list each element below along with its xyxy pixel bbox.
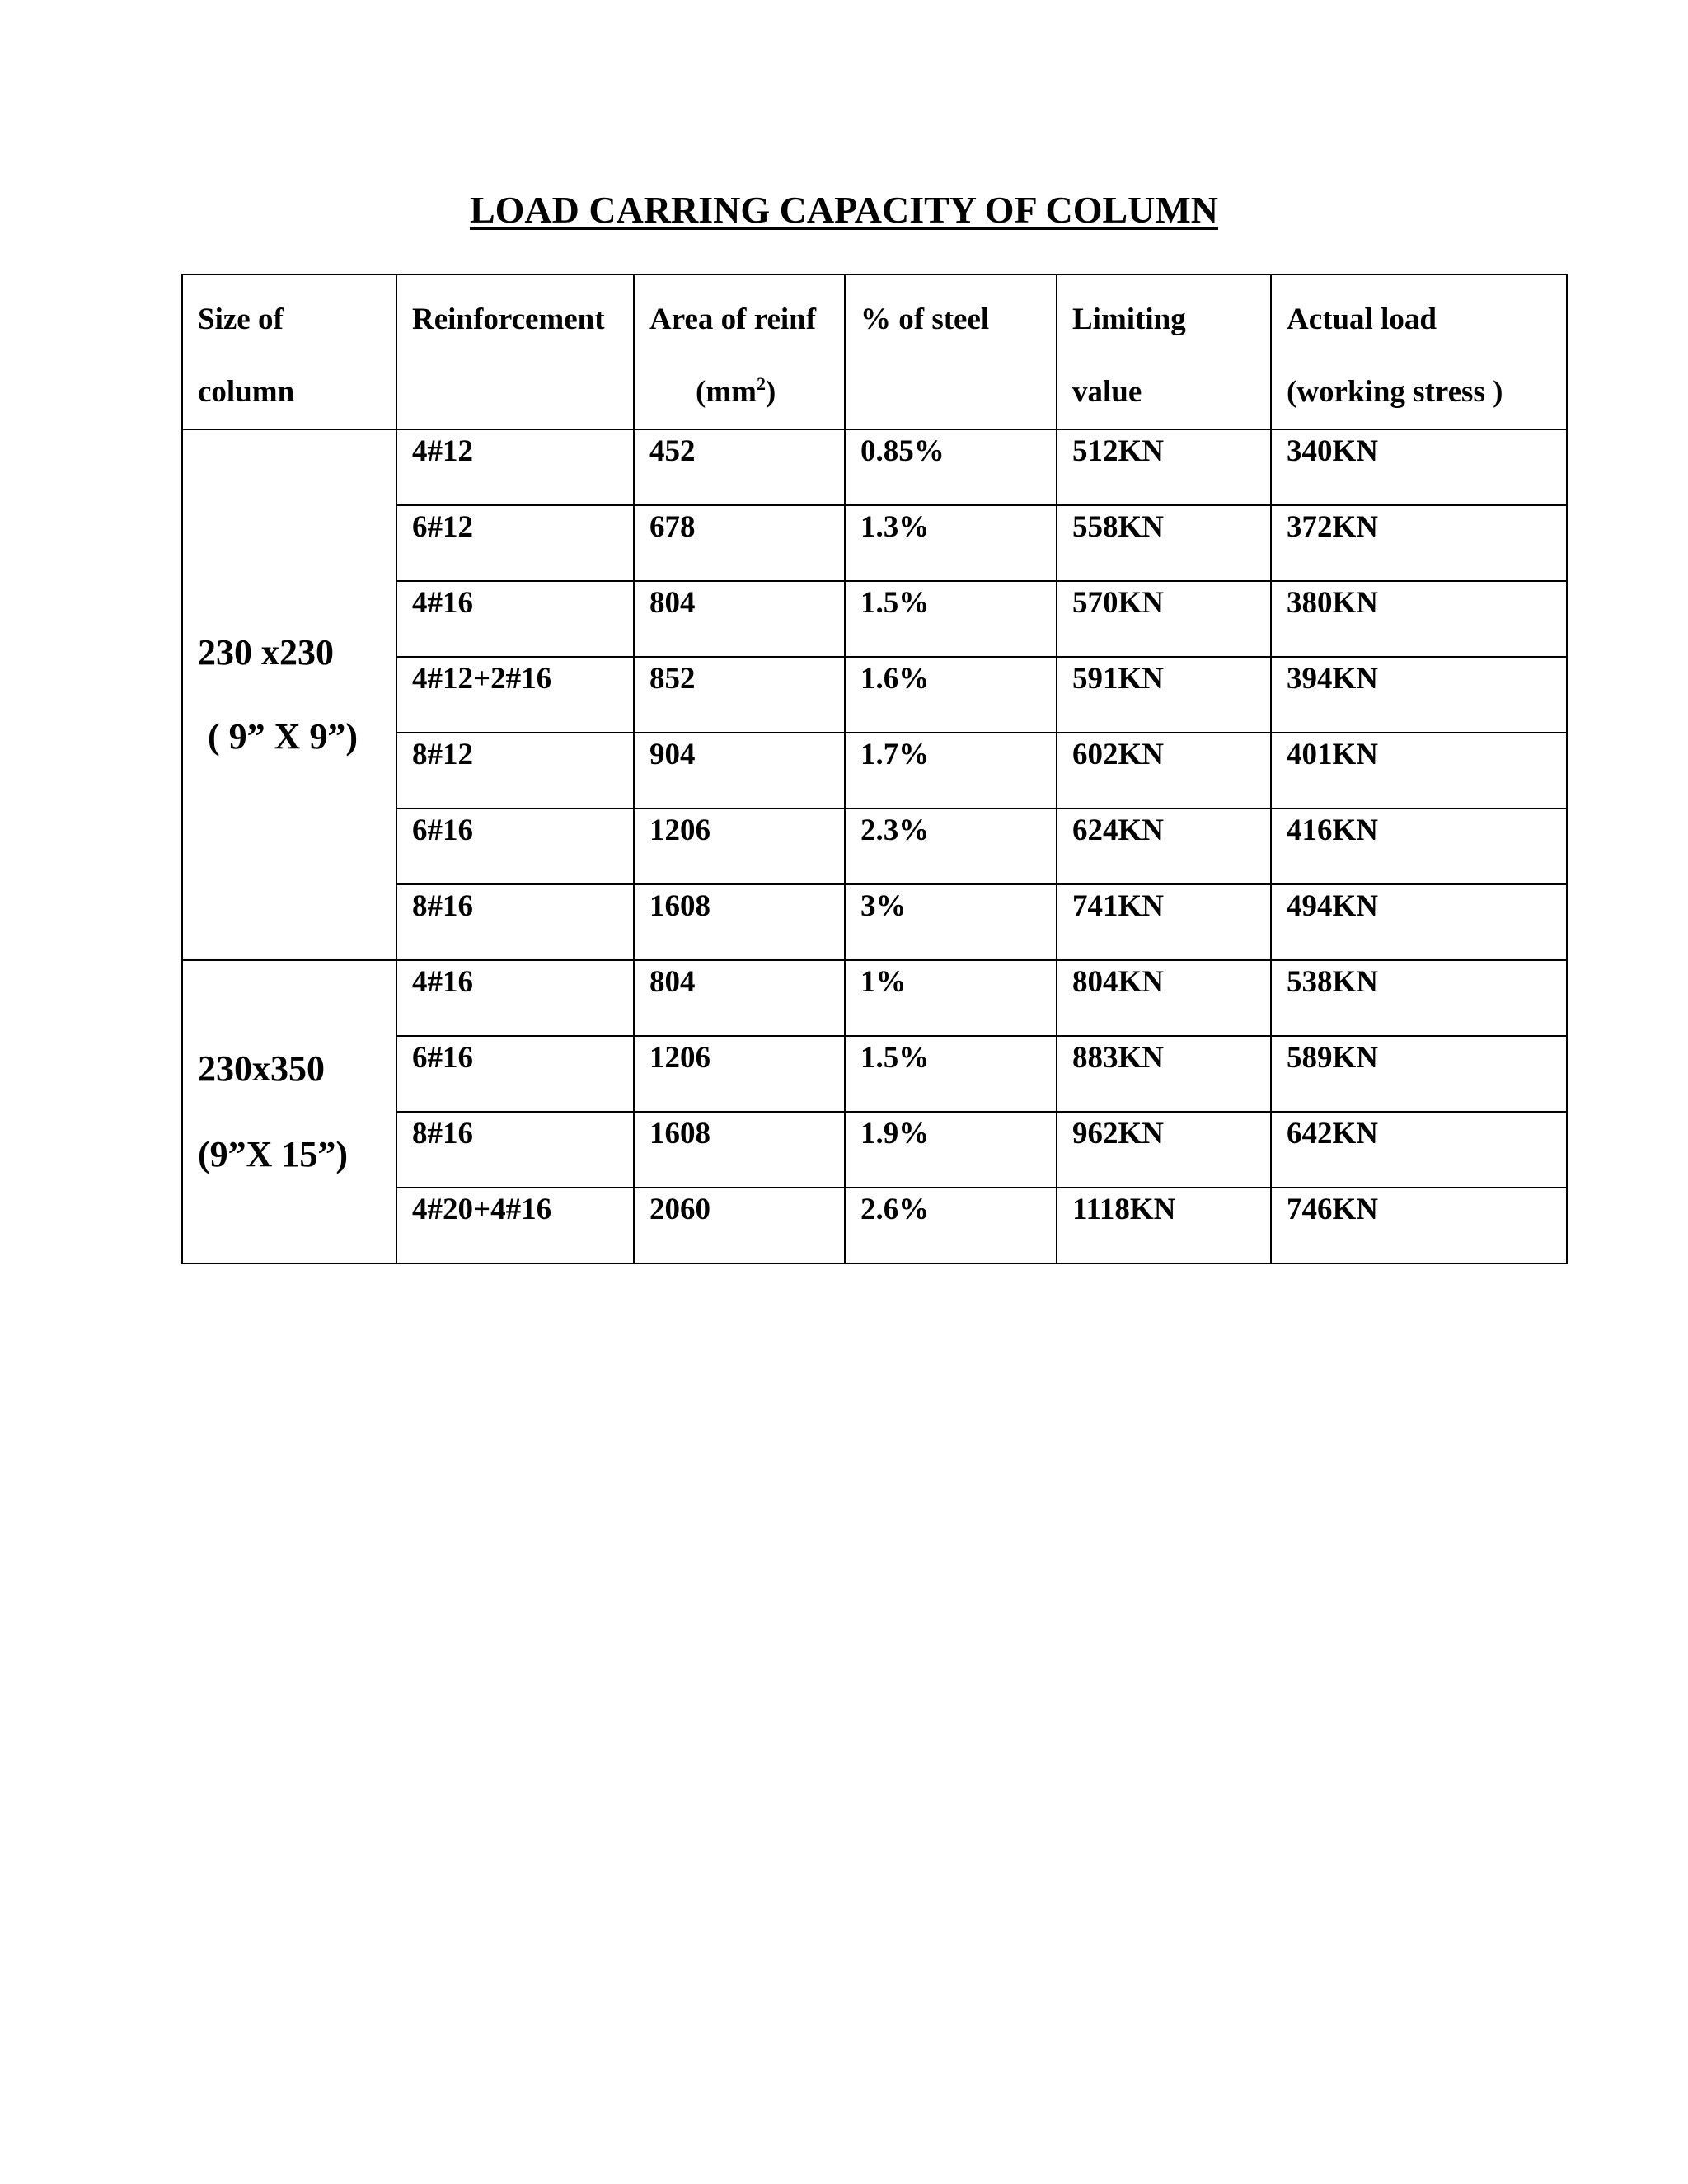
cell-reinforcement-text: 6#16 (412, 813, 473, 847)
cell-actual-text: 372KN (1287, 510, 1378, 544)
cell-actual-text: 538KN (1287, 965, 1378, 999)
cell-percent (845, 733, 1057, 808)
cell-reinforcement (396, 1188, 634, 1263)
cell-percent (845, 1188, 1057, 1263)
cell-percent (845, 429, 1057, 505)
cell-limiting (1057, 1188, 1271, 1263)
cell-limiting-text: 962KN (1072, 1117, 1164, 1151)
cell-percent (845, 808, 1057, 884)
cell-area (634, 581, 845, 657)
cell-actual (1271, 1188, 1567, 1263)
cell-actual-text: 340KN (1287, 434, 1378, 468)
cell-percent (845, 657, 1057, 733)
cell-reinforcement (396, 733, 634, 808)
cell-actual-text: 494KN (1287, 889, 1378, 923)
cell-limiting-text: 804KN (1072, 965, 1164, 999)
cell-limiting-text: 741KN (1072, 889, 1164, 923)
page-title (0, 191, 1688, 229)
cell-percent-text: 1% (860, 965, 907, 999)
header-actual-line1: Actual load (1287, 302, 1437, 336)
header-size-of-column (182, 274, 396, 429)
header-size-line2: column (198, 375, 295, 409)
cell-limiting (1057, 505, 1271, 581)
cell-actual (1271, 960, 1567, 1036)
cell-percent (845, 960, 1057, 1036)
cell-area (634, 1036, 845, 1112)
cell-actual-text: 416KN (1287, 813, 1378, 847)
cell-actual (1271, 429, 1567, 505)
cell-reinforcement (396, 808, 634, 884)
cell-limiting-text: 512KN (1072, 434, 1164, 468)
cell-area (634, 733, 845, 808)
cell-actual (1271, 505, 1567, 581)
cell-limiting-text: 558KN (1072, 510, 1164, 544)
cell-area-text: 1206 (649, 813, 710, 847)
cell-reinforcement-text: 4#16 (412, 965, 473, 999)
cell-percent-text: 0.85% (860, 434, 945, 468)
cell-area (634, 808, 845, 884)
cell-limiting-text: 602KN (1072, 738, 1164, 771)
cell-reinforcement (396, 429, 634, 505)
header-reinforcement-text: Reinforcement (412, 302, 605, 336)
cell-area-text: 852 (649, 662, 696, 696)
header-area-of-reinf (634, 274, 845, 429)
cell-reinforcement (396, 581, 634, 657)
header-area-unit-sup: 2 (756, 373, 766, 394)
cell-percent-text: 2.3% (860, 813, 930, 847)
cell-percent (845, 1036, 1057, 1112)
column-size-cell (182, 429, 396, 960)
cell-actual (1271, 1112, 1567, 1188)
cell-reinforcement (396, 884, 634, 960)
cell-area-text: 904 (649, 738, 696, 771)
cell-percent (845, 581, 1057, 657)
cell-percent-text: 1.9% (860, 1117, 930, 1151)
cell-reinforcement-text: 8#16 (412, 1117, 473, 1151)
cell-actual (1271, 808, 1567, 884)
column-size-inches: ( 9” X 9”) (208, 716, 359, 757)
header-area-unit-open: (mm (696, 375, 757, 409)
header-actual-line2: (working stress ) (1287, 375, 1503, 409)
cell-percent (845, 505, 1057, 581)
column-size-mm: 230x350 (198, 1048, 325, 1089)
cell-actual-text: 642KN (1287, 1117, 1378, 1151)
cell-area (634, 429, 845, 505)
column-size-mm: 230 x230 (198, 632, 334, 673)
cell-area (634, 1112, 845, 1188)
cell-area-text: 678 (649, 510, 696, 544)
cell-limiting-text: 1118KN (1072, 1193, 1176, 1226)
cell-reinforcement (396, 505, 634, 581)
header-limiting-value (1057, 274, 1271, 429)
cell-limiting-text: 883KN (1072, 1041, 1164, 1075)
cell-percent-text: 1.5% (860, 1041, 930, 1075)
cell-limiting (1057, 960, 1271, 1036)
cell-percent-text: 1.6% (860, 662, 930, 696)
cell-reinforcement-text: 4#12 (412, 434, 473, 468)
cell-limiting (1057, 808, 1271, 884)
cell-reinforcement (396, 1112, 634, 1188)
header-percent-of-steel (845, 274, 1057, 429)
cell-area (634, 657, 845, 733)
cell-area-text: 804 (649, 965, 696, 999)
cell-actual-text: 746KN (1287, 1193, 1378, 1226)
cell-area (634, 884, 845, 960)
cell-area (634, 1188, 845, 1263)
cell-reinforcement (396, 960, 634, 1036)
cell-percent-text: 2.6% (860, 1193, 930, 1226)
column-size-cell (182, 960, 396, 1263)
header-percent-text: % of steel (860, 302, 990, 336)
table-row (182, 960, 1567, 1036)
header-size-line1: Size of (198, 302, 284, 336)
cell-reinforcement-text: 4#12+2#16 (412, 662, 552, 696)
cell-reinforcement-text: 8#16 (412, 889, 473, 923)
cell-limiting (1057, 1112, 1271, 1188)
cell-actual (1271, 733, 1567, 808)
cell-reinforcement (396, 1036, 634, 1112)
cell-reinforcement-text: 6#12 (412, 510, 473, 544)
cell-reinforcement-text: 6#16 (412, 1041, 473, 1075)
cell-limiting-text: 624KN (1072, 813, 1164, 847)
header-reinforcement (396, 274, 634, 429)
cell-actual (1271, 657, 1567, 733)
cell-actual-text: 589KN (1287, 1041, 1378, 1075)
cell-area (634, 505, 845, 581)
cell-percent (845, 1112, 1057, 1188)
cell-actual-text: 380KN (1287, 586, 1378, 620)
cell-reinforcement (396, 657, 634, 733)
cell-area-text: 1608 (649, 889, 710, 923)
cell-limiting (1057, 884, 1271, 960)
cell-limiting (1057, 657, 1271, 733)
table-header-row (182, 274, 1567, 429)
header-area-line1: Area of reinf (649, 302, 817, 336)
header-limiting-line2: value (1072, 375, 1142, 409)
cell-percent (845, 884, 1057, 960)
cell-area-text: 2060 (649, 1193, 710, 1226)
cell-limiting (1057, 581, 1271, 657)
page-title-text: LOAD CARRING CAPACITY OF COLUMN (469, 189, 1219, 231)
cell-percent-text: 1.7% (860, 738, 930, 771)
cell-percent-text: 1.5% (860, 586, 930, 620)
cell-reinforcement-text: 4#20+4#16 (412, 1193, 552, 1226)
cell-limiting (1057, 1036, 1271, 1112)
cell-area (634, 960, 845, 1036)
header-limiting-line1: Limiting (1072, 302, 1186, 336)
header-area-unit (649, 356, 844, 429)
cell-limiting-text: 591KN (1072, 662, 1164, 696)
cell-reinforcement-text: 4#16 (412, 586, 473, 620)
header-actual-load (1271, 274, 1567, 429)
table-body (182, 429, 1567, 1263)
header-area-unit-close: ) (765, 375, 776, 409)
cell-actual-text: 394KN (1287, 662, 1378, 696)
table-row (182, 429, 1567, 505)
cell-area-text: 1206 (649, 1041, 710, 1075)
cell-reinforcement-text: 8#12 (412, 738, 473, 771)
load-capacity-table (181, 274, 1568, 1264)
cell-area-text: 804 (649, 586, 696, 620)
cell-area-text: 452 (649, 434, 696, 468)
cell-percent-text: 3% (860, 889, 907, 923)
column-size-inches: (9”X 15”) (198, 1134, 349, 1174)
cell-limiting (1057, 429, 1271, 505)
cell-limiting (1057, 733, 1271, 808)
cell-actual (1271, 884, 1567, 960)
cell-actual (1271, 581, 1567, 657)
cell-percent-text: 1.3% (860, 510, 930, 544)
cell-actual-text: 401KN (1287, 738, 1378, 771)
cell-limiting-text: 570KN (1072, 586, 1164, 620)
cell-area-text: 1608 (649, 1117, 710, 1151)
cell-actual (1271, 1036, 1567, 1112)
